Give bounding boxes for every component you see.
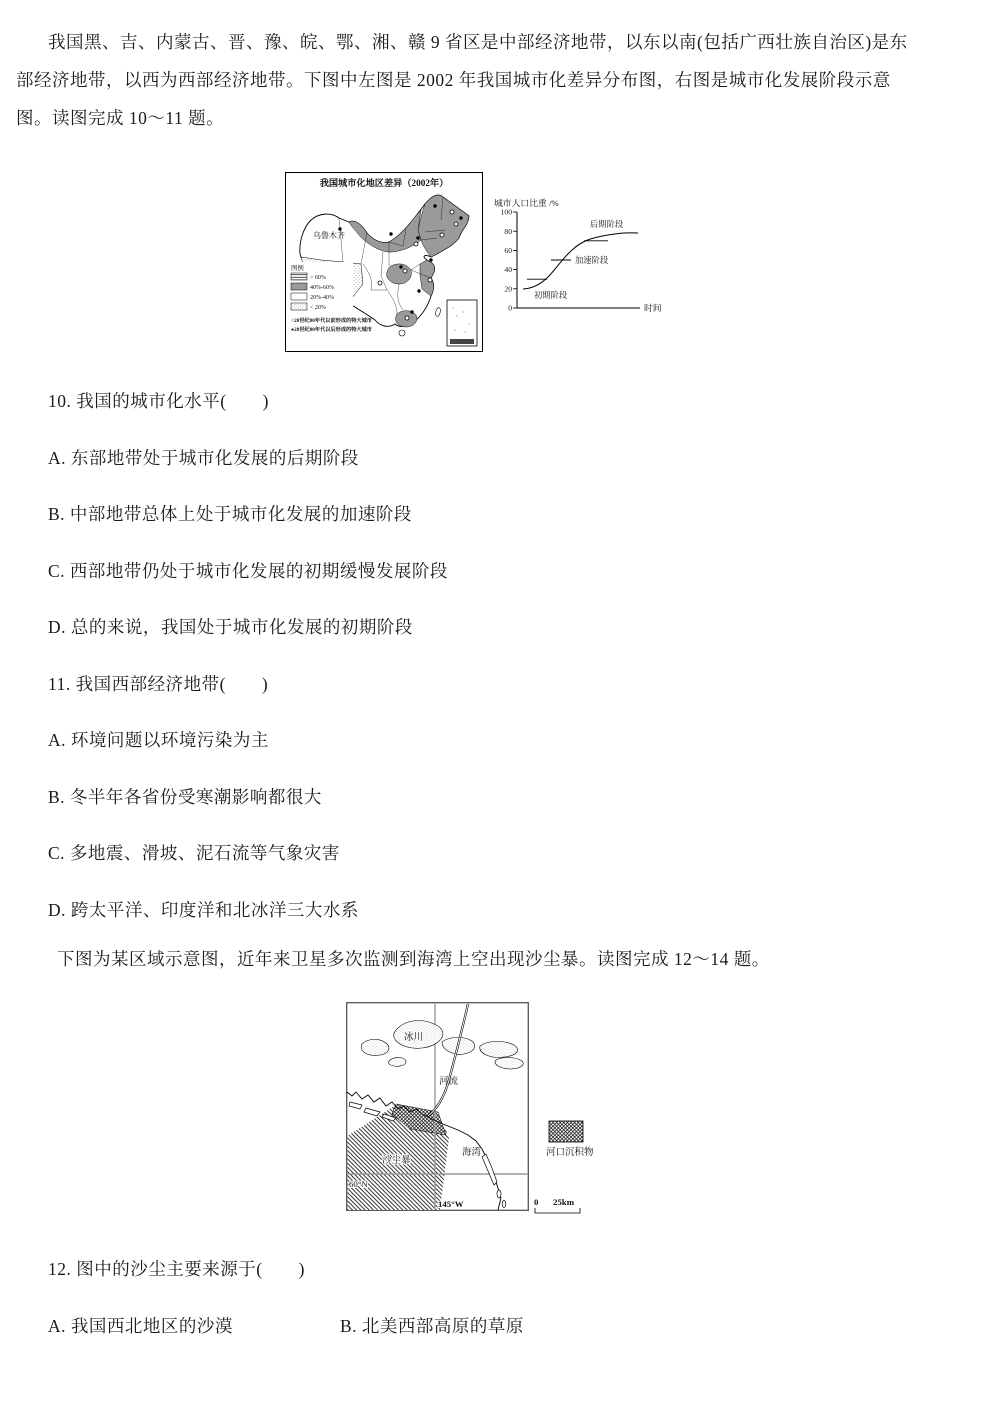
y-axis-title: 城市人口比重 /% <box>494 198 559 208</box>
svg-text:60: 60 <box>504 246 512 255</box>
legend-swatch-40-60 <box>291 283 307 290</box>
svg-text:20: 20 <box>504 284 512 294</box>
legend-swatch-under20 <box>291 303 307 310</box>
longitude-label: 145°W <box>438 1199 464 1209</box>
hainan-island <box>399 330 405 336</box>
svg-text:100: 100 <box>500 207 512 217</box>
urumqi-label: 乌鲁木齐 <box>313 231 345 240</box>
y-axis-tick-labels <box>501 208 513 313</box>
question-12-option-b: B. 北美西部高原的草原 <box>340 1316 524 1336</box>
river-label: 河流 <box>439 1077 459 1087</box>
stage-label-initial: 初期阶段 <box>534 291 568 300</box>
region-map-figure <box>346 1002 598 1221</box>
sediment-legend-label: 河口沉积物 <box>546 1148 594 1158</box>
question-10-option-a: A. 东部地带处于城市化发展的后期阶段 <box>48 448 359 468</box>
scale-zero: 0 <box>534 1197 539 1207</box>
intro-paragraph1-line2: 部经济地带，以西为西部经济地带。下图中左图是 2002 年我国城市化差异分布图，右图是城市化发展阶段示意 <box>16 70 891 90</box>
south-china-sea-inset <box>447 300 477 346</box>
svg-text:40: 40 <box>504 265 512 275</box>
question-11-option-a: A. 环境问题以环境污染为主 <box>48 730 269 750</box>
intro-paragraph2: 下图为某区域示意图，近年来卫星多次监测到海湾上空出现沙尘暴。读图完成 12～14 题。 <box>57 949 770 969</box>
y-axis-ticks <box>513 212 517 308</box>
stage-label-accelerate: 加速阶段 <box>575 256 609 265</box>
question-11-option-d: D. 跨太平洋、印度洋和北冰洋三大水系 <box>48 900 359 920</box>
legend-label-over60: > 60% <box>310 275 326 281</box>
urbanization-stage-chart-figure <box>490 196 662 335</box>
intro-paragraph1-line3: 图。读图完成 10～11 题。 <box>16 108 225 128</box>
question-10-stem: 10. 我国的城市化水平( ) <box>48 391 269 411</box>
bay-label: 海湾 <box>462 1148 482 1158</box>
question-11-option-c: C. 多地震、滑坡、泥石流等气象灾害 <box>48 843 340 863</box>
svg-text:80: 80 <box>504 226 512 236</box>
question-12-stem: 12. 图中的沙尘主要来源于( ) <box>48 1259 305 1279</box>
stage-chart-svg <box>490 196 662 330</box>
china-urbanization-map-figure <box>285 172 483 357</box>
legend-swatch-over60 <box>291 273 307 280</box>
question-11-option-b: B. 冬半年各省份受寒潮影响都很大 <box>48 787 322 807</box>
legend-label-40-60: 40%-60% <box>310 285 334 291</box>
x-axis-title: 时间 <box>644 303 662 313</box>
legend-title: 图例 <box>291 265 304 272</box>
legend-label-under20: < 20% <box>310 305 326 311</box>
question-12-option-a: A. 我国西北地区的沙漠 <box>48 1316 233 1336</box>
legend-label-20-40: 20%-40% <box>310 295 334 301</box>
question-10-option-d: D. 总的来说，我国处于城市化发展的初期阶段 <box>48 617 413 637</box>
sediment-legend-swatch <box>549 1121 583 1142</box>
scale-distance: 25km <box>553 1197 575 1207</box>
region-map-svg <box>346 1002 598 1216</box>
question-11-stem: 11. 我国西部经济地带( ) <box>48 674 269 694</box>
legend-city-after-label: ●20世纪80年代以后形成的特大城市 <box>291 327 372 333</box>
china-map-svg <box>285 172 483 352</box>
question-10-option-c: C. 西部地带仍处于城市化发展的初期缓慢发展阶段 <box>48 561 448 581</box>
legend-swatch-20-40 <box>291 293 307 300</box>
intro-paragraph1-line1: 我国黑、吉、内蒙古、晋、豫、皖、鄂、湘、赣 9 省区是中部经济地带，以东以南(包括广西壮族自治区)是东 <box>48 32 908 52</box>
map-title: 我国城市化地区差异（2002年） <box>319 178 449 188</box>
legend-city-before-label: ○20世纪80年代以前形成的特大城市 <box>291 318 372 324</box>
sandstorm-label: 沙尘暴 <box>382 1156 411 1166</box>
latitude-label: 60°N <box>349 1179 368 1189</box>
glacier-label: 冰川 <box>404 1033 424 1043</box>
question-10-option-b: B. 中部地带总体上处于城市化发展的加速阶段 <box>48 504 412 524</box>
scale-bar <box>534 1197 580 1213</box>
stage-label-late: 后期阶段 <box>590 220 624 229</box>
svg-text:0: 0 <box>508 303 512 313</box>
